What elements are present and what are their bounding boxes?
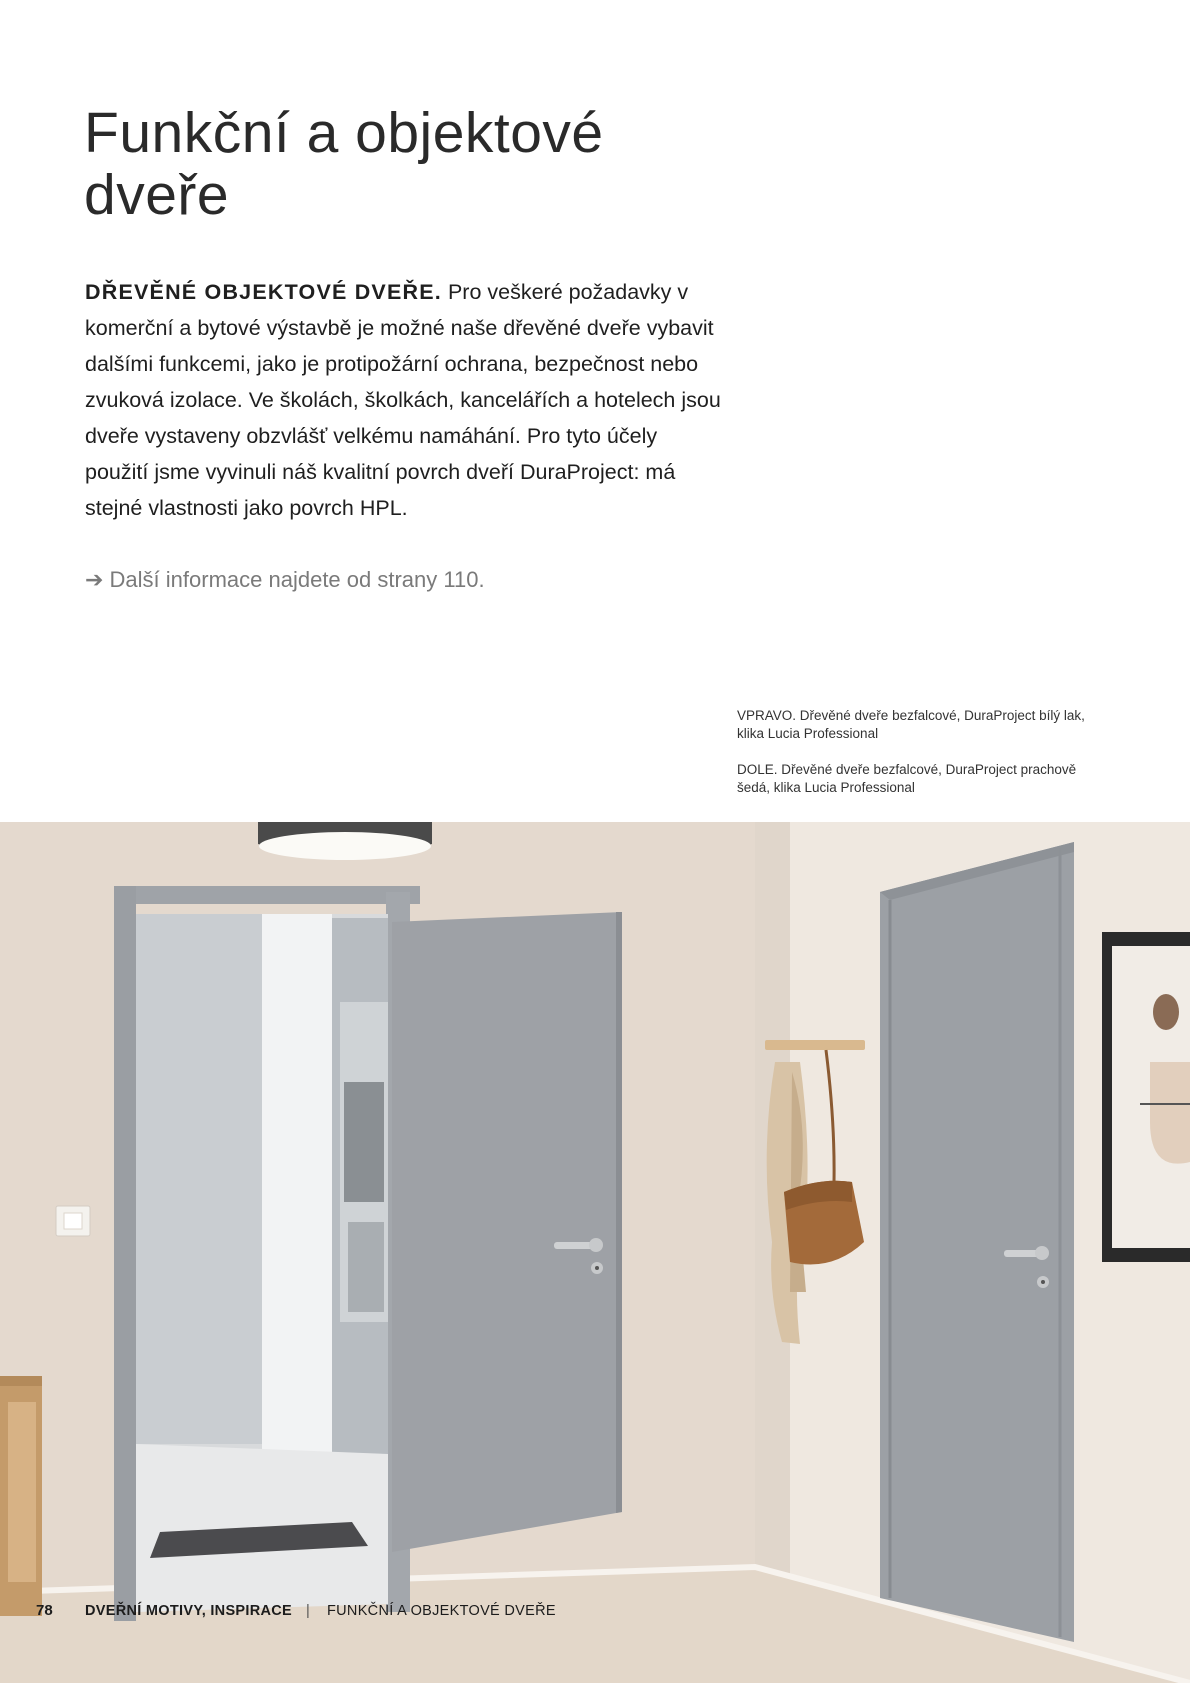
hallway-illustration (0, 822, 1190, 1683)
more-info-link[interactable]: ➔ Další informace najdete od strany 110. (85, 567, 485, 592)
page-footer (0, 1598, 1190, 1624)
footer-subsection: FUNKČNÍ A OBJEKTOVÉ DVEŘE (327, 1603, 556, 1619)
caption-right: VPRAVO. Dřevěné dveře bezfalcové, DuraProject bílý lak, klika Lucia Professional (737, 708, 1085, 741)
page-title: Funkční a objektové dveře (84, 101, 604, 227)
caption-below: DOLE. Dřevěné dveře bezfalcové, DuraProject prachově šedá, klika Lucia Professional (737, 762, 1077, 795)
photo-captions (737, 707, 1097, 797)
hallway-photo (0, 822, 1190, 1683)
intro-text: Pro veškeré požadavky v komerční a bytové výstavbě je možné naše dřevěné dveře vybavit dalšími funkcemi, jako je protipožární ochrana, bezpečnost nebo zvuková izolace. Ve školách, školkách, kancelářích a hotelech jsou dveře vystaveny obzvlášť velkému namáhání. Pro tyto účely použití jsme vyvinuli náš kvalitní povrch dveří DuraProject: má stejné vlastnosti jako povrch HPL. (85, 280, 721, 520)
page-number: 78 (36, 1602, 53, 1619)
intro-lead: DŘEVĚNÉ OBJEKTOVÉ DVEŘE. (85, 280, 442, 304)
footer-section: DVEŘNÍ MOTIVY, INSPIRACE (85, 1603, 293, 1619)
intro-paragraph (85, 274, 725, 526)
footer-separator: | (306, 1603, 310, 1619)
